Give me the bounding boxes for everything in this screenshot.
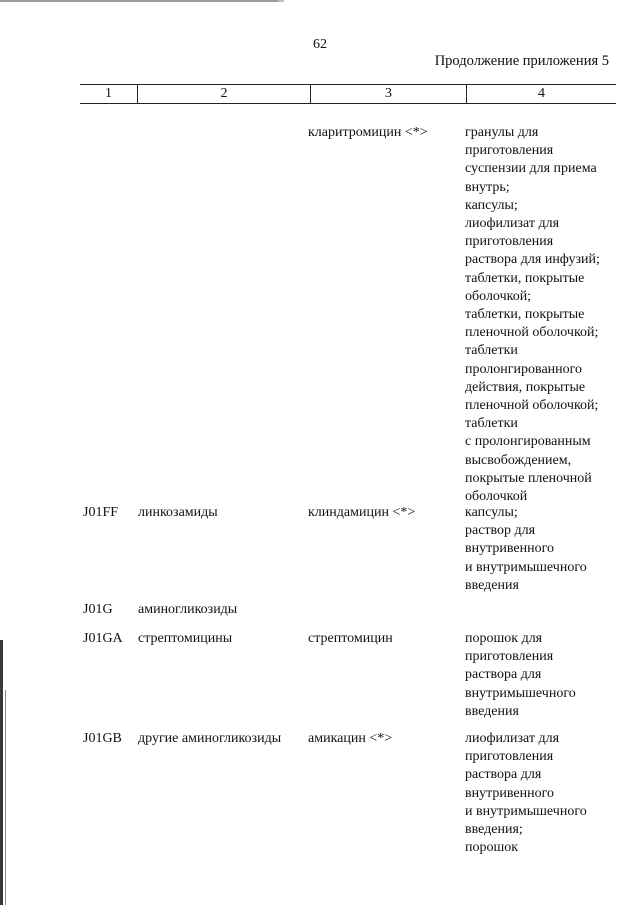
table-row-4-drug: амикацин <*> — [308, 731, 393, 746]
table-row-2-group: аминогликозиды — [138, 602, 238, 617]
table-row-3-group: стрептомицины — [138, 631, 233, 646]
table-header-col-4: 4 — [466, 85, 616, 103]
table-row-4-forms: лиофилизат для приготовления раствора для внутривенного и внутримышечного введения; порошок — [465, 731, 587, 856]
table-row-1-group: линкозамиды — [138, 505, 218, 520]
table-row-3-code: J01GA — [83, 631, 123, 646]
scan-artifact-left-edge — [0, 640, 3, 905]
page-number: 62 — [313, 37, 327, 52]
table-header-col-2: 2 — [137, 85, 310, 103]
table-header-col-1: 1 — [105, 86, 112, 101]
table-row-1-forms: капсулы; раствор для внутривенного и внутримышечного введения — [465, 505, 587, 593]
table-header-row — [80, 84, 616, 104]
table-row-1-code: J01FF — [83, 505, 119, 520]
table-row-2-code: J01G — [83, 602, 113, 617]
table-row-4-code: J01GB — [83, 731, 122, 746]
table-row-4-group: другие аминогликозиды — [138, 731, 282, 746]
scan-artifact-left-edge-secondary — [5, 690, 6, 905]
table-row-3-forms: порошок для приготовления раствора для внутримышечного введения — [465, 631, 576, 719]
scan-artifact-top-line — [0, 0, 278, 2]
continuation-heading: Продолжение приложения 5 — [434, 53, 609, 69]
table-row-3-drug: стрептомицин — [308, 631, 393, 646]
scan-artifact-top-tick — [278, 0, 284, 2]
table-row-1-drug: клиндамицин <*> — [308, 505, 416, 520]
table-header-col-3: 3 — [310, 85, 466, 103]
table-row-0-drug: кларитромицин <*> — [308, 125, 428, 140]
table-row-0-forms: гранулы для приготовления суспензии для приема внутрь; капсулы; лиофилизат для приготовления раствора для инфузий; таблетки, покрытые оболочкой; таблетки, покрытые пленочной оболочкой; таблетки пролонгированного действия, покрытые пленочной оболочкой; таблетки с пролонгированным высвобождением, покрытые пленочной оболочкой — [465, 125, 600, 505]
